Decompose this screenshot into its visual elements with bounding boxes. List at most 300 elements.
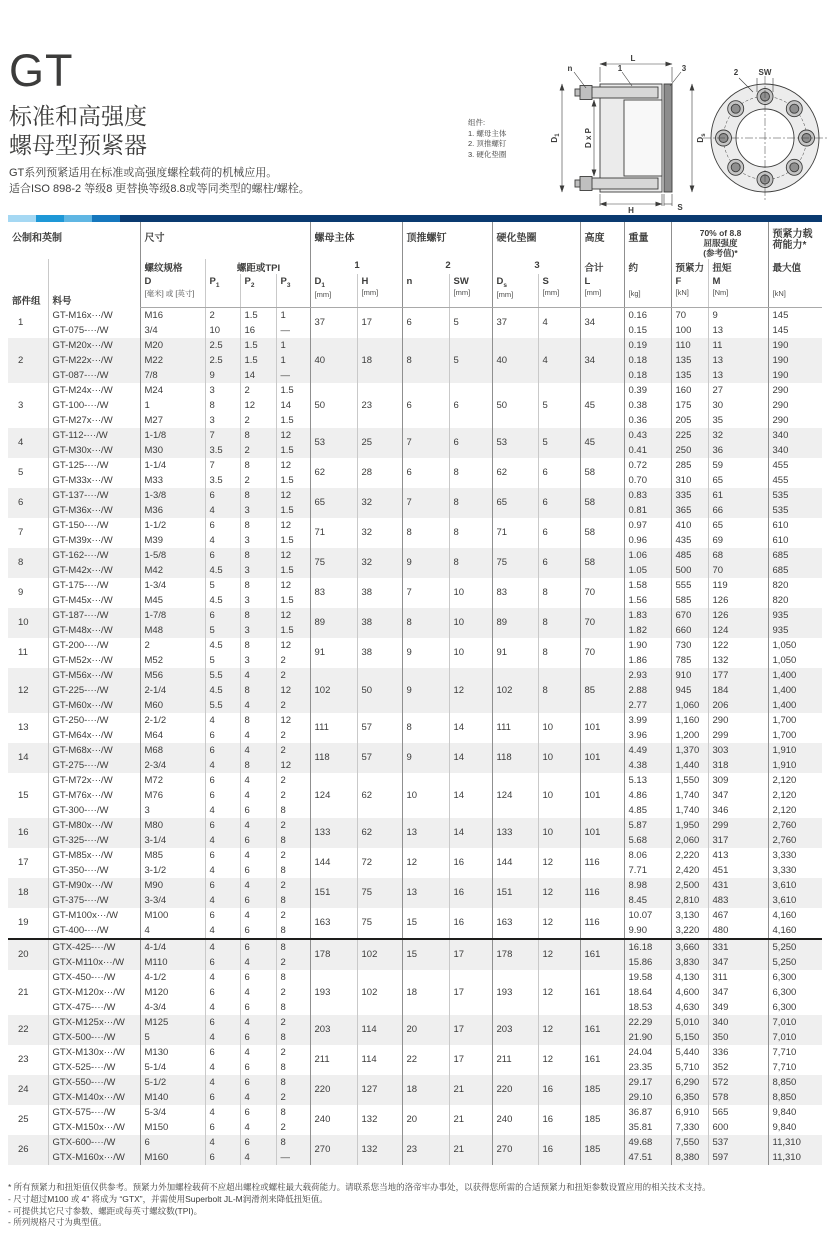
cell-h: 18 — [357, 338, 402, 383]
cell-d1: 193 — [310, 970, 357, 1015]
cell-d1: 65 — [310, 488, 357, 518]
cell-torque-m: 9 — [708, 307, 768, 323]
header-thread-spec: 螺纹规格 — [140, 259, 205, 274]
cell-p2: 4 — [240, 878, 276, 893]
cell-weight: 1.82 — [624, 623, 671, 638]
cell-thread-d: M60 — [140, 698, 205, 713]
header-yield-line2: 屈服强度 — [703, 237, 738, 248]
part-label-n: n — [567, 64, 573, 73]
cell-torque-m: 206 — [708, 698, 768, 713]
cell-s: 12 — [538, 1045, 580, 1075]
cell-part-group: 4 — [8, 428, 48, 458]
cell-torque-m: 578 — [708, 1090, 768, 1105]
cell-part-number: GTX-450-···/W — [48, 970, 140, 985]
cell-thread-d: 3-3/4 — [140, 893, 205, 908]
cell-thread-d: M22 — [140, 353, 205, 368]
cell-max-capacity: 190 — [768, 368, 822, 383]
cell-thread-d: M72 — [140, 773, 205, 788]
cell-torque-m: 309 — [708, 773, 768, 788]
cell-part-group: 12 — [8, 668, 48, 713]
cell-max-capacity: 7,010 — [768, 1015, 822, 1030]
cell-sw: 21 — [449, 1075, 492, 1105]
cell-p2: 4 — [240, 1150, 276, 1165]
header-col-kg: [kg] — [624, 274, 671, 307]
cell-n: 9 — [402, 638, 449, 668]
cell-p1: 5 — [205, 578, 240, 593]
cell-ds: 65 — [492, 488, 538, 518]
cell-h: 62 — [357, 818, 402, 848]
cell-p2: 3 — [240, 533, 276, 548]
cell-max-capacity: 3,330 — [768, 848, 822, 863]
cell-max-capacity: 290 — [768, 413, 822, 428]
cell-max-capacity: 820 — [768, 578, 822, 593]
cell-h: 32 — [357, 488, 402, 518]
cell-preload-f: 4,630 — [671, 1000, 708, 1015]
cell-p3: 1.5 — [276, 623, 310, 638]
cell-thread-d: 6 — [140, 1135, 205, 1150]
cell-max-capacity: 5,250 — [768, 939, 822, 955]
cell-part-number: GT-M48x···/W — [48, 623, 140, 638]
cell-max-capacity: 685 — [768, 563, 822, 578]
dim-label-sw: SW — [758, 68, 772, 77]
cell-l: 161 — [580, 939, 624, 970]
header-col-m: M [Nm] — [708, 274, 768, 307]
cell-part-number: GT-150-···/W — [48, 518, 140, 533]
cell-thread-d: M120 — [140, 985, 205, 1000]
cell-max-capacity: 145 — [768, 307, 822, 323]
cell-part-group: 9 — [18, 587, 24, 599]
cell-p1: 4.5 — [205, 683, 240, 698]
cell-ds: 193 — [492, 970, 538, 1015]
cell-max-capacity: 455 — [768, 458, 822, 473]
cell-h: 50 — [357, 668, 402, 713]
cell-max-capacity: 1,050 — [768, 638, 822, 653]
accent-bar-segment — [8, 215, 36, 222]
cell-max-capacity: 685 — [768, 548, 822, 563]
cell-s: 12 — [538, 878, 580, 908]
cell-s: 4 — [538, 307, 580, 338]
cell-p3: 12 — [276, 608, 310, 623]
cell-part-group: 20 — [8, 939, 48, 970]
cell-weight: 21.90 — [624, 1030, 671, 1045]
cell-p1: 2.5 — [205, 353, 240, 368]
cell-p2: 8 — [240, 683, 276, 698]
cell-p3: 1.5 — [276, 413, 310, 428]
cell-h: 62 — [357, 773, 402, 818]
cell-p1: 6 — [205, 1090, 240, 1105]
cell-n: 22 — [402, 1045, 449, 1075]
accent-bar-main — [120, 215, 822, 222]
cell-torque-m: 346 — [708, 803, 768, 818]
cell-s: 10 — [538, 818, 580, 848]
cell-s: 5 — [538, 383, 580, 428]
cell-torque-m: 572 — [708, 1075, 768, 1090]
cell-sw: 10 — [449, 578, 492, 608]
cell-torque-m: 347 — [708, 788, 768, 803]
header-col-d1: $D_1$ [mm] — [310, 274, 357, 307]
cell-n: 6 — [402, 458, 449, 488]
cell-part-group: 5 — [18, 467, 24, 479]
cell-torque-m: 483 — [708, 893, 768, 908]
header-yield — [671, 222, 768, 259]
cell-preload-f: 1,060 — [671, 698, 708, 713]
cell-p2: 8 — [240, 518, 276, 533]
cell-torque-m: 413 — [708, 848, 768, 863]
dim-label-dxp: D x P — [584, 127, 593, 149]
cell-l: 58 — [580, 548, 624, 578]
cell-weight: 3.99 — [624, 713, 671, 728]
cell-p2: 4 — [240, 955, 276, 970]
description-line-2: 适合ISO 898-2 等级8 更替换等级8.8或等同类型的螺柱/螺栓。 — [9, 182, 310, 195]
cell-part-number: GT-M33x···/W — [48, 473, 140, 488]
cell-p3: 12 — [276, 548, 310, 563]
cell-torque-m: 59 — [708, 458, 768, 473]
cell-l: 58 — [580, 518, 624, 548]
cell-s: 12 — [538, 939, 580, 970]
cell-part-group: 24 — [8, 1075, 48, 1105]
page-subtitle — [9, 102, 147, 160]
cell-torque-m: 11 — [708, 338, 768, 353]
cell-torque-m: 303 — [708, 743, 768, 758]
cell-h: 102 — [357, 970, 402, 1015]
table-row — [8, 488, 822, 503]
cell-thread-d: 4-3/4 — [140, 1000, 205, 1015]
cell-weight: 0.97 — [624, 518, 671, 533]
cell-p1: 2.5 — [205, 338, 240, 353]
cell-p2: 3 — [240, 503, 276, 518]
cell-p1: 6 — [205, 1150, 240, 1165]
cell-p2: 3 — [240, 563, 276, 578]
cell-thread-d: 3/4 — [140, 323, 205, 338]
cell-ds: 40 — [492, 338, 538, 383]
cell-thread-d: M20 — [140, 338, 205, 353]
cell-ds: 62 — [492, 458, 538, 488]
cell-p2: 2 — [240, 473, 276, 488]
cell-preload-f: 6,290 — [671, 1075, 708, 1090]
cell-l: 45 — [580, 428, 624, 458]
cell-preload-f: 175 — [671, 398, 708, 413]
cell-part-group: 6 — [8, 488, 48, 518]
cell-p1: 5.5 — [205, 668, 240, 683]
cell-max-capacity: 9,840 — [768, 1120, 822, 1135]
cell-ds: 178 — [492, 939, 538, 970]
cell-torque-m: 65 — [708, 518, 768, 533]
cell-p3: 1.5 — [276, 503, 310, 518]
cell-d1: 211 — [310, 1045, 357, 1075]
header-col-ds: $D_s$ [mm] — [492, 274, 538, 307]
cell-weight: 36.87 — [624, 1105, 671, 1120]
cell-part-number: GT-M27x···/W — [48, 413, 140, 428]
cell-torque-m: 350 — [708, 1030, 768, 1045]
cell-p3: 2 — [276, 668, 310, 683]
cell-p2: 2 — [240, 383, 276, 398]
cell-p3: 12 — [276, 683, 310, 698]
cell-weight: 1.06 — [624, 548, 671, 563]
cell-max-capacity: 1,700 — [768, 713, 822, 728]
cell-thread-d: 3 — [140, 803, 205, 818]
cell-weight: 35.81 — [624, 1120, 671, 1135]
cell-torque-m: 347 — [708, 985, 768, 1000]
cell-thread-d: M24 — [140, 383, 205, 398]
cell-torque-m: 30 — [708, 398, 768, 413]
cell-n: 20 — [402, 1105, 449, 1135]
cell-part-number: GT-175-···/W — [48, 578, 140, 593]
cell-p3: 2 — [276, 878, 310, 893]
cell-p2: 2 — [240, 443, 276, 458]
cell-thread-d: 2-1/4 — [140, 683, 205, 698]
cell-torque-m: 352 — [708, 1060, 768, 1075]
cell-n: 7 — [402, 428, 449, 458]
cell-n: 8 — [402, 338, 449, 383]
cell-torque-m: 126 — [708, 608, 768, 623]
cell-part-number: GTX-M140x···/W — [48, 1090, 140, 1105]
cell-max-capacity: 340 — [768, 443, 822, 458]
footnote: - 所列规格尺寸为典型值。 — [8, 1217, 107, 1228]
cell-weight: 2.88 — [624, 683, 671, 698]
cell-weight: 0.41 — [624, 443, 671, 458]
cell-l: 34 — [580, 338, 624, 383]
cell-s: 16 — [538, 1105, 580, 1135]
cell-l: 58 — [580, 458, 624, 488]
table-row — [8, 307, 822, 323]
cell-p1: 4 — [205, 758, 240, 773]
cell-preload-f: 500 — [671, 563, 708, 578]
cell-preload-f: 3,660 — [671, 939, 708, 955]
cell-weight: 18.53 — [624, 1000, 671, 1015]
cell-p1: 4.5 — [205, 638, 240, 653]
cell-max-capacity: 610 — [768, 533, 822, 548]
cell-s: 12 — [538, 908, 580, 939]
cell-thread-d: 4 — [140, 923, 205, 939]
header-preload: 预紧力 — [671, 259, 708, 274]
cell-s: 8 — [538, 668, 580, 713]
cell-weight: 0.16 — [624, 307, 671, 323]
part-label-1: 1 — [617, 64, 623, 73]
cell-part-number: GT-M16x···/W — [48, 307, 140, 323]
cell-thread-d: 2-1/2 — [140, 713, 205, 728]
cell-torque-m: 336 — [708, 1045, 768, 1060]
cell-part-number: GT-M30x···/W — [48, 443, 140, 458]
cell-part-number: GTX-525-···/W — [48, 1060, 140, 1075]
cell-part-group: 10 — [8, 608, 48, 638]
header-col-h: H [mm] — [357, 274, 402, 307]
cell-l: 70 — [580, 608, 624, 638]
cell-p3: 8 — [276, 1075, 310, 1090]
header-height: 高度 — [580, 222, 624, 259]
cell-p3: 12 — [276, 428, 310, 443]
cell-weight: 8.45 — [624, 893, 671, 908]
cell-max-capacity: 1,400 — [768, 698, 822, 713]
cell-max-capacity: 2,760 — [768, 818, 822, 833]
cell-ds: 133 — [492, 818, 538, 848]
cell-preload-f: 2,220 — [671, 848, 708, 863]
cell-l: 101 — [580, 713, 624, 743]
header-weight: 重量 — [624, 222, 671, 259]
cell-max-capacity: 7,710 — [768, 1060, 822, 1075]
cell-part-number: GT-M22x···/W — [48, 353, 140, 368]
cell-p1: 8 — [205, 398, 240, 413]
cell-weight: 1.90 — [624, 638, 671, 653]
cell-p1: 6 — [205, 908, 240, 923]
cell-thread-d: 1-1/8 — [140, 428, 205, 443]
cell-s: 12 — [538, 1015, 580, 1045]
cell-l: 116 — [580, 848, 624, 878]
cell-sw: 10 — [449, 638, 492, 668]
cell-preload-f: 135 — [671, 368, 708, 383]
cell-max-capacity: 3,610 — [768, 893, 822, 908]
cell-part-group: 17 — [18, 857, 29, 869]
cell-ds: 111 — [492, 713, 538, 743]
cell-thread-d: M30 — [140, 443, 205, 458]
cell-p2: 6 — [240, 863, 276, 878]
cell-preload-f: 100 — [671, 323, 708, 338]
table-row — [8, 638, 822, 653]
cell-p1: 6 — [205, 1045, 240, 1060]
header-total: 合计 — [580, 259, 624, 274]
cell-thread-d: 4-1/4 — [140, 939, 205, 955]
cell-part-number: GT-075-···/W — [48, 323, 140, 338]
header-col-f: F [kN] — [671, 274, 708, 307]
cell-d1: 89 — [310, 608, 357, 638]
cell-p1: 10 — [205, 323, 240, 338]
cell-p3: 8 — [276, 833, 310, 848]
cell-p3: 2 — [276, 1045, 310, 1060]
cell-part-number: GT-112-···/W — [48, 428, 140, 443]
cell-h: 32 — [357, 548, 402, 578]
header-part-number: 料号 — [48, 259, 140, 307]
cell-d1: 203 — [310, 1015, 357, 1045]
table-row — [8, 713, 822, 728]
cell-l: 70 — [580, 578, 624, 608]
cell-n: 6 — [402, 307, 449, 338]
cell-l: 161 — [580, 1045, 624, 1075]
cell-d1: 240 — [310, 1105, 357, 1135]
cell-p2: 8 — [240, 638, 276, 653]
cell-weight: 5.13 — [624, 773, 671, 788]
cell-ds: 270 — [492, 1135, 538, 1165]
cell-max-capacity: 935 — [768, 608, 822, 623]
cell-p1: 4 — [205, 533, 240, 548]
cell-preload-f: 670 — [671, 608, 708, 623]
cell-preload-f: 2,420 — [671, 863, 708, 878]
accent-bar-segment — [92, 215, 120, 222]
cell-thread-d: 1 — [140, 398, 205, 413]
cell-n: 8 — [402, 518, 449, 548]
cell-sw: 10 — [449, 608, 492, 638]
header-col-n: n — [402, 274, 449, 307]
components-legend — [468, 118, 506, 160]
cell-n: 13 — [402, 818, 449, 848]
cell-part-group: 13 — [18, 722, 29, 734]
cell-h: 72 — [357, 848, 402, 878]
cell-p3: 12 — [276, 758, 310, 773]
cell-torque-m: 290 — [708, 713, 768, 728]
header-hardened-washer: 硬化垫圈 — [492, 222, 580, 259]
accent-bar-segment — [64, 215, 92, 222]
cell-thread-d: M68 — [140, 743, 205, 758]
cell-weight: 0.83 — [624, 488, 671, 503]
cell-d1: 37 — [310, 307, 357, 338]
cell-thread-d: M39 — [140, 533, 205, 548]
cell-weight: 1.86 — [624, 653, 671, 668]
cell-h: 28 — [357, 458, 402, 488]
table-row — [8, 743, 822, 758]
cell-p1: 3.5 — [205, 443, 240, 458]
cell-p2: 8 — [240, 608, 276, 623]
cell-p1: 4 — [205, 939, 240, 955]
cell-h: 57 — [357, 713, 402, 743]
cell-thread-d: M160 — [140, 1150, 205, 1165]
cell-p1: 9 — [205, 368, 240, 383]
cell-p2: 6 — [240, 1135, 276, 1150]
header-yield-line3: (参考值)* — [703, 247, 738, 258]
cell-weight: 3.96 — [624, 728, 671, 743]
cell-part-group: 26 — [8, 1135, 48, 1165]
cell-torque-m: 349 — [708, 1000, 768, 1015]
cell-n: 9 — [402, 743, 449, 773]
cell-n: 18 — [402, 1075, 449, 1105]
cell-n: 12 — [402, 848, 449, 878]
cell-preload-f: 485 — [671, 548, 708, 563]
cell-ds: 240 — [492, 1105, 538, 1135]
cell-thread-d: M56 — [140, 668, 205, 683]
cell-preload-f: 6,910 — [671, 1105, 708, 1120]
cell-h: 38 — [357, 578, 402, 608]
cell-max-capacity: 1,910 — [768, 743, 822, 758]
cell-p3: 12 — [276, 638, 310, 653]
cell-d1: 220 — [310, 1075, 357, 1105]
cell-part-number: GT-087-···/W — [48, 368, 140, 383]
cell-p1: 6 — [205, 1120, 240, 1135]
cell-d1: 151 — [310, 878, 357, 908]
header-nut-body: 螺母主体 — [310, 222, 402, 259]
cell-thread-d: 7/8 — [140, 368, 205, 383]
cell-preload-f: 135 — [671, 353, 708, 368]
cell-preload-f: 1,160 — [671, 713, 708, 728]
footnote: - 尺寸超过M100 或 4” 将成为 “GTX”，并需使用Superbolt JL-M润滑剂来降低扭矩值。 — [8, 1193, 328, 1204]
cell-preload-f: 5,150 — [671, 1030, 708, 1045]
header-col-p1: $P_1$ — [205, 274, 240, 307]
cell-p1: 6 — [205, 955, 240, 970]
cell-thread-d: M90 — [140, 878, 205, 893]
cell-part-number: GTX-500-···/W — [48, 1030, 140, 1045]
header-metric-imperial: 公制和英制 — [12, 233, 62, 244]
cell-n: 20 — [402, 1015, 449, 1045]
cell-h: 32 — [357, 518, 402, 548]
legend-item: 3. 硬化垫圈 — [468, 149, 507, 159]
cell-n: 23 — [402, 1135, 449, 1165]
cell-p3: 2 — [276, 985, 310, 1000]
cell-preload-f: 660 — [671, 623, 708, 638]
cell-p3: 1.5 — [276, 383, 310, 398]
cell-n: 15 — [402, 939, 449, 970]
cell-max-capacity: 6,300 — [768, 985, 822, 1000]
cell-part-group: 1 — [18, 317, 24, 329]
cell-torque-m: 36 — [708, 443, 768, 458]
cell-part-number: GT-350-···/W — [48, 863, 140, 878]
technical-drawing — [540, 40, 830, 217]
cell-h: 114 — [357, 1045, 402, 1075]
cell-part-number: GT-375-···/W — [48, 893, 140, 908]
cell-p3: 8 — [276, 863, 310, 878]
cell-thread-d: 5 — [140, 1030, 205, 1045]
cell-p3: 2 — [276, 1090, 310, 1105]
cell-part-group: 23 — [18, 1054, 29, 1066]
header-part-group: 部件组 — [12, 296, 41, 308]
cell-max-capacity: 8,850 — [768, 1075, 822, 1090]
legend-title: 组件: — [468, 118, 486, 127]
cell-weight: 0.70 — [624, 473, 671, 488]
